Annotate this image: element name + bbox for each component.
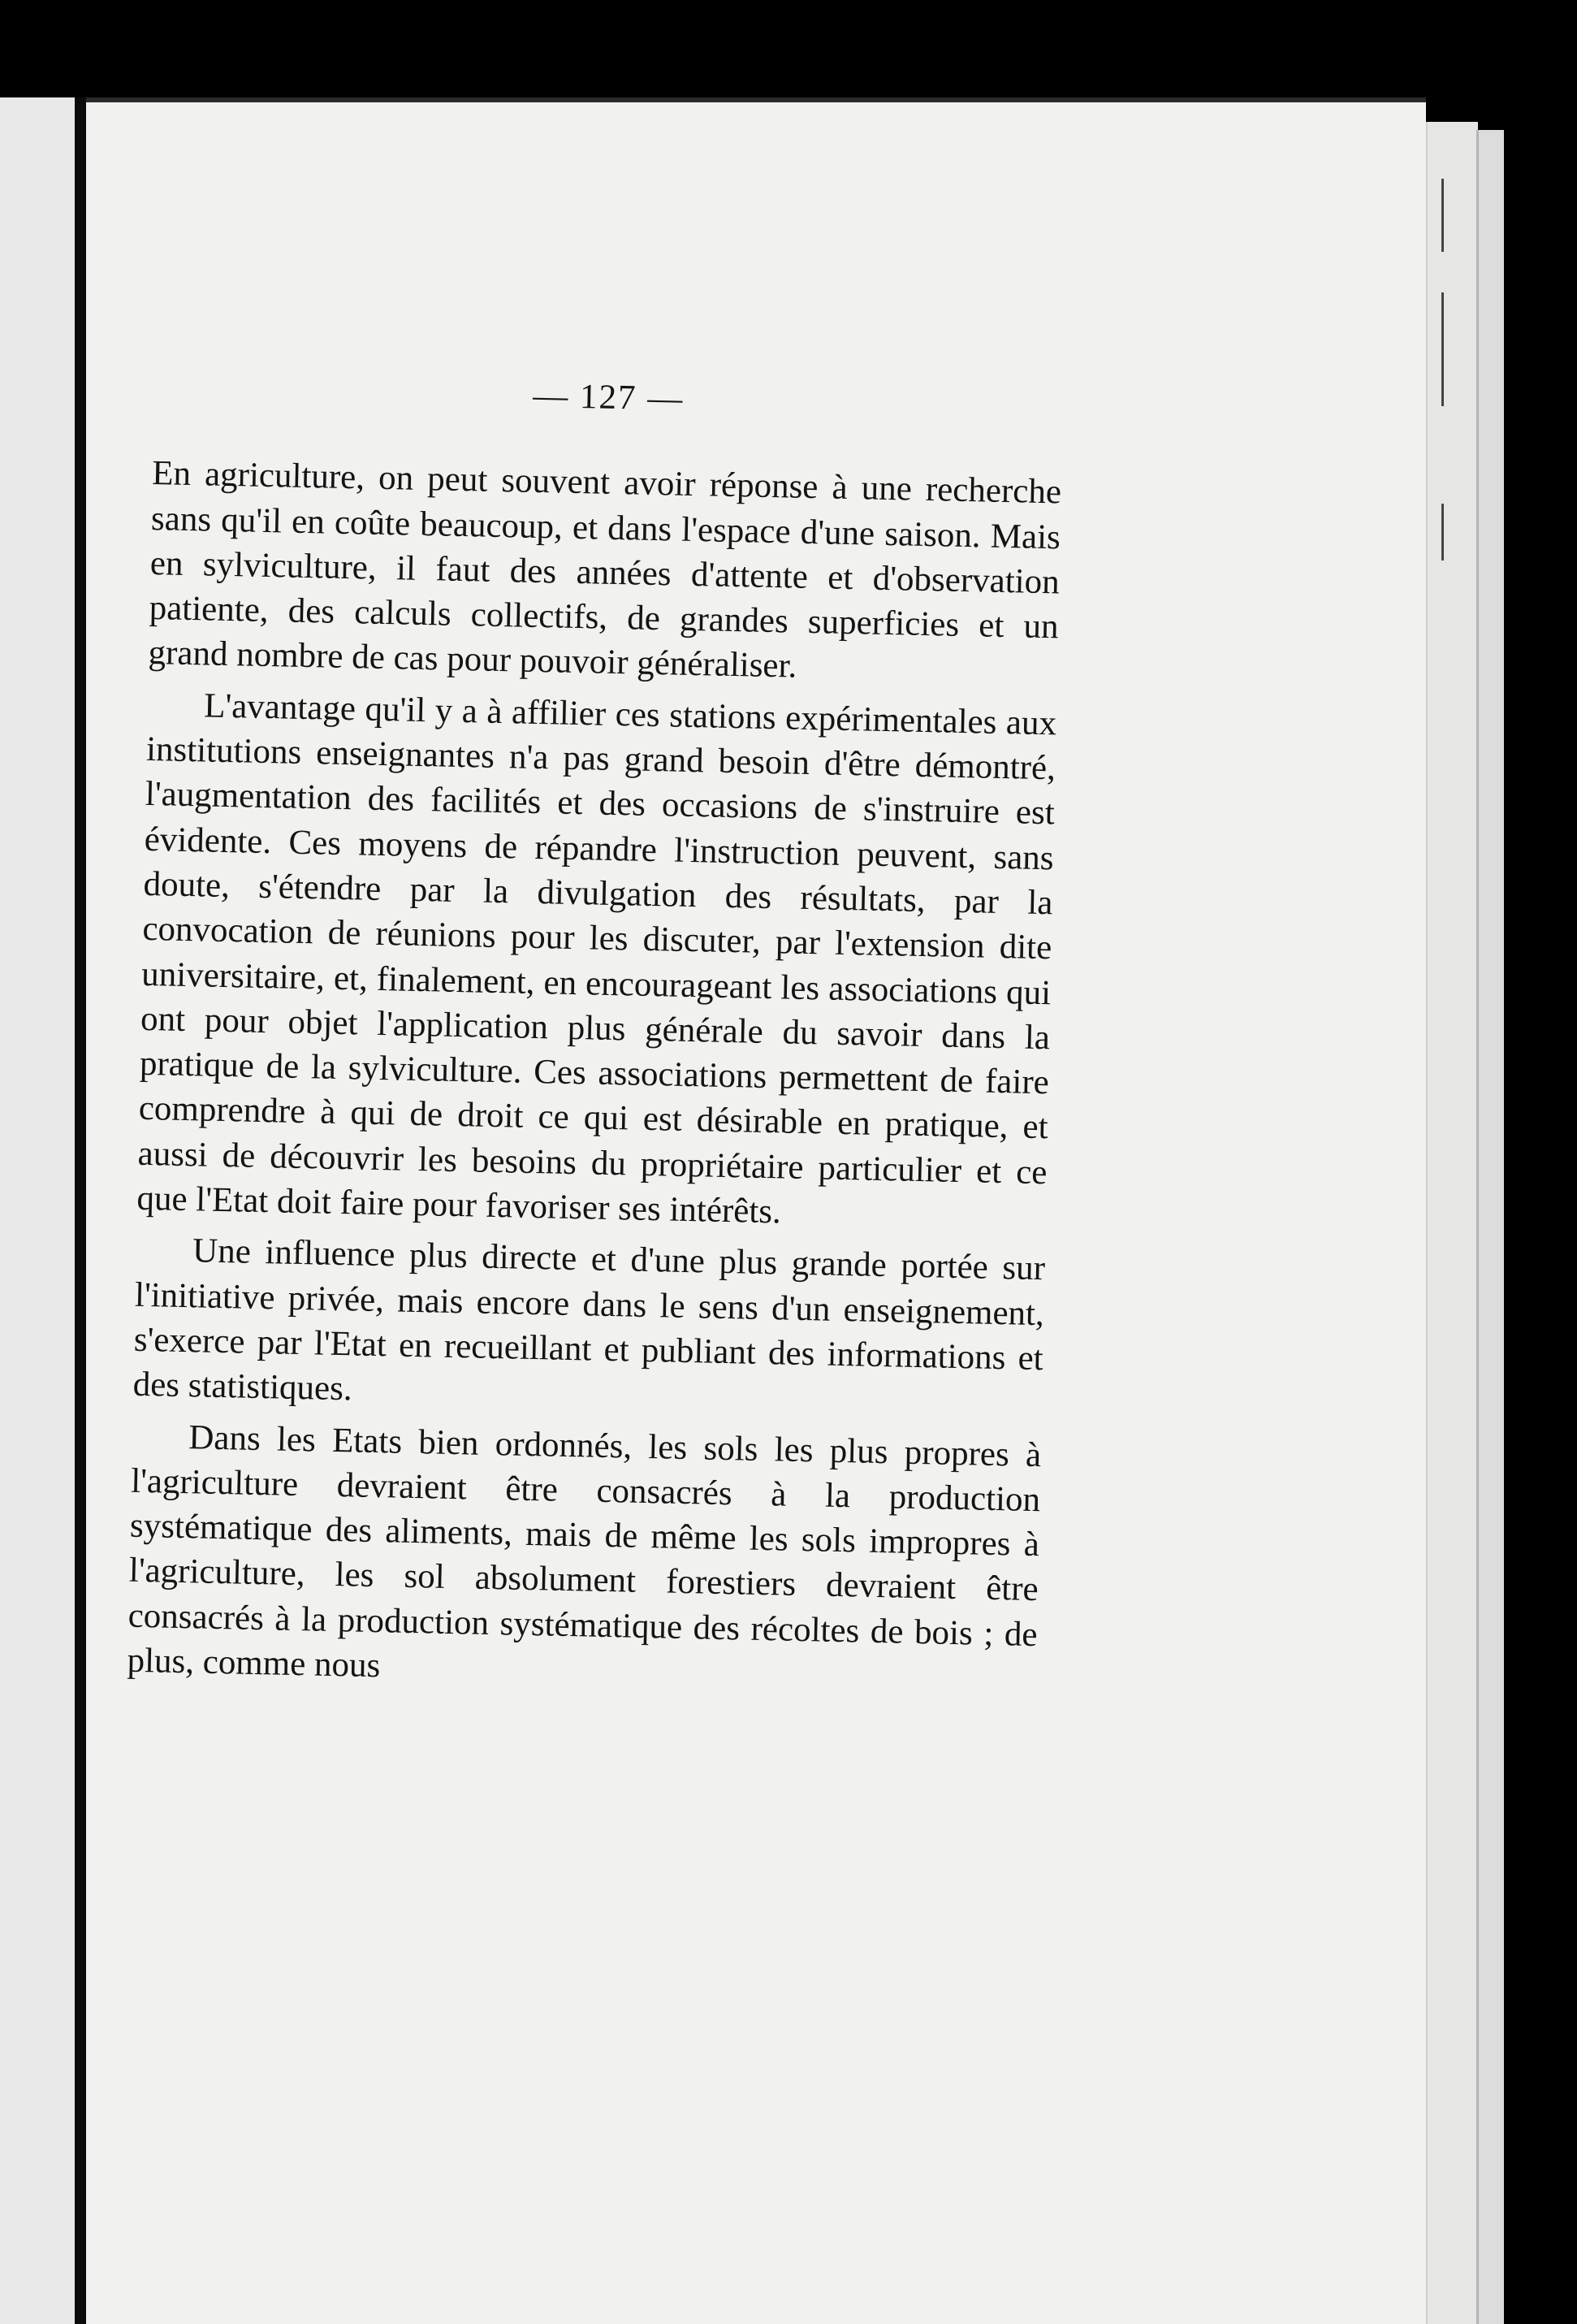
scan-background-right <box>1504 0 1577 2324</box>
page-text <box>127 366 1064 1702</box>
paragraph: En agriculture, on peut souvent avoir réponse à une recherche sans qu'il en coûte beaucoup, et dans l'espace d'une saison. Mais en sylviculture, il faut des années d'attente et d'observation patiente, des calculs collectifs, de grandes superficies et un grand nombre de cas pour pouvoir généraliser. <box>148 454 1062 686</box>
edge-shadow-mark <box>1441 292 1444 406</box>
page-number: — 127 — <box>532 376 685 418</box>
edge-shadow-mark <box>1441 504 1444 560</box>
page-stack-edge <box>1476 130 1506 2324</box>
previous-page-edge <box>0 97 75 2324</box>
edge-shadow-mark <box>1441 179 1444 252</box>
paragraph: Une influence plus directe et d'une plus grande portée sur l'initiative privée, mais encore dans le sens d'un enseignement, s'exerce par l'Etat en recueillant et publiant des informations et des statistiques. <box>132 1231 1046 1409</box>
paragraph: L'avantage qu'il y a à affilier ces stations expérimentales aux institutions enseignantes n'a pas grand besoin d'être démontré, l'augmentation des facilités et des occasions de s'instruire est évidente. Ces moyens de répandre l'instruction peuvent, sans doute, s'étendre par la divulgation des résultats, par la convocation de réunions pour les discuter, par l'extension dite universitaire, et, finalement, en encourageant les associations qui ont pour objet l'application plus générale du savoir dans la pratique de la sylviculture. Ces associations permettent de faire comprendre à qui de droit ce qui est désirable en pratique, et aussi de découvrir les besoins du propriétaire particulier et ce que l'Etat doit faire pour favoriser ses intérêts. <box>136 686 1057 1231</box>
paragraph: Dans les Etats bien ordonnés, les sols les plus propres à l'agriculture devraient être consacrés à la production systématique des aliments, mais de même les sols impropres à l'agriculture, les sol absolument forestiers devraient être consacrés à la production systématique des récoltes de bois ; de plus, comme nous <box>127 1417 1042 1686</box>
page-edge-right <box>1426 122 1478 2324</box>
book-gutter <box>75 97 86 2324</box>
